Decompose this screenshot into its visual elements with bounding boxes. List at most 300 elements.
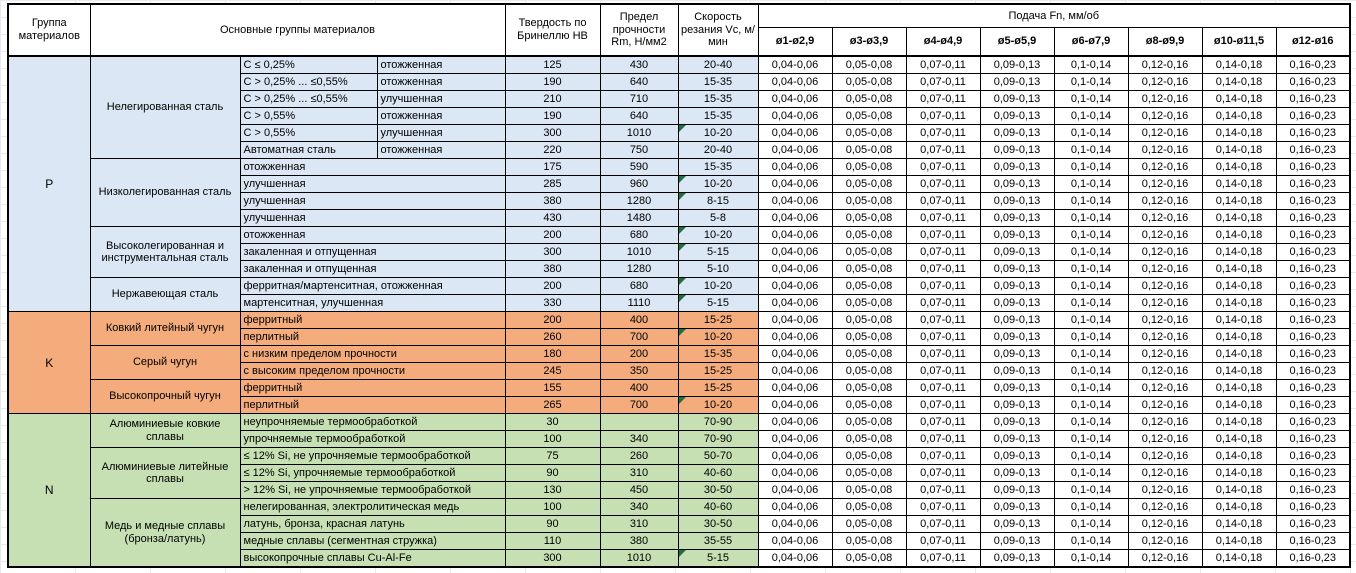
header-strength[interactable]: Предел прочности Rm, Н/мм2 [600,4,678,56]
hardness-cell[interactable]: 285 [505,176,600,193]
feed-cell[interactable]: 0,07-0,11 [906,142,980,159]
material-group-cell[interactable]: Высоколегированная и инструментальная сталь [90,227,240,278]
feed-cell[interactable]: 0,04-0,06 [758,465,832,482]
hardness-cell[interactable]: 180 [505,346,600,363]
header-cutting-speed[interactable]: Скорость резания Vc, м/мин [678,4,758,56]
feed-cell[interactable]: 0,04-0,06 [758,533,832,550]
material-spec-cell[interactable]: C > 0,25% ... ≤0,55% [240,91,377,108]
feed-cell[interactable]: 0,07-0,11 [906,91,980,108]
header-feed-diameter-5[interactable]: ø6-ø7,9 [1054,28,1128,57]
feed-cell[interactable]: 0,07-0,11 [906,465,980,482]
material-spec-cell[interactable]: улучшенная [240,176,505,193]
feed-cell[interactable]: 0,1-0,14 [1054,363,1128,380]
material-group-cell[interactable]: Серый чугун [90,346,240,380]
feed-cell[interactable]: 0,04-0,06 [758,499,832,516]
cutting-speed-cell[interactable]: 15-25 [678,380,758,397]
feed-cell[interactable]: 0,14-0,18 [1202,431,1276,448]
feed-cell[interactable]: 0,07-0,11 [906,312,980,329]
strength-cell[interactable]: 1010 [600,550,678,568]
feed-cell[interactable]: 0,04-0,06 [758,346,832,363]
feed-cell[interactable]: 0,14-0,18 [1202,516,1276,533]
feed-cell[interactable]: 0,1-0,14 [1054,499,1128,516]
feed-cell[interactable]: 0,07-0,11 [906,329,980,346]
feed-cell[interactable]: 0,1-0,14 [1054,261,1128,278]
material-spec-cell[interactable]: отожженная [240,159,505,176]
feed-cell[interactable]: 0,1-0,14 [1054,56,1128,74]
feed-cell[interactable]: 0,12-0,16 [1128,482,1202,499]
header-feed-diameter-4[interactable]: ø5-ø5,9 [980,28,1054,57]
cutting-speed-cell[interactable]: 15-35 [678,346,758,363]
feed-cell[interactable]: 0,07-0,11 [906,397,980,414]
cutting-speed-cell[interactable]: 20-40 [678,142,758,159]
hardness-cell[interactable]: 90 [505,516,600,533]
feed-cell[interactable]: 0,04-0,06 [758,380,832,397]
material-group-cell[interactable]: Низколегированная сталь [90,159,240,227]
feed-cell[interactable]: 0,16-0,23 [1276,380,1350,397]
feed-cell[interactable]: 0,16-0,23 [1276,482,1350,499]
feed-cell[interactable]: 0,04-0,06 [758,142,832,159]
cutting-speed-cell[interactable]: 70-90 [678,414,758,431]
feed-cell[interactable]: 0,1-0,14 [1054,210,1128,227]
feed-cell[interactable]: 0,1-0,14 [1054,380,1128,397]
feed-cell[interactable]: 0,14-0,18 [1202,159,1276,176]
feed-cell[interactable]: 0,09-0,13 [980,397,1054,414]
material-group-cell[interactable]: Нержавеющая сталь [90,278,240,312]
feed-cell[interactable]: 0,04-0,06 [758,295,832,312]
strength-cell[interactable]: 350 [600,363,678,380]
strength-cell[interactable]: 680 [600,227,678,244]
cutting-speed-cell[interactable]: 15-35 [678,159,758,176]
feed-cell[interactable]: 0,1-0,14 [1054,244,1128,261]
feed-cell[interactable]: 0,12-0,16 [1128,193,1202,210]
cutting-speed-cell[interactable]: 30-50 [678,516,758,533]
strength-cell[interactable]: 960 [600,176,678,193]
feed-cell[interactable]: 0,12-0,16 [1128,176,1202,193]
feed-cell[interactable]: 0,14-0,18 [1202,278,1276,295]
condition-cell[interactable]: улучшенная [377,91,505,108]
feed-cell[interactable]: 0,14-0,18 [1202,210,1276,227]
feed-cell[interactable]: 0,16-0,23 [1276,125,1350,142]
material-spec-cell[interactable]: ферритный [240,380,505,397]
feed-cell[interactable]: 0,09-0,13 [980,414,1054,431]
feed-cell[interactable]: 0,07-0,11 [906,414,980,431]
material-spec-cell[interactable]: ≤ 12% Si, не упрочняемые термообработкой [240,448,505,465]
material-group-cell[interactable]: Нелегированная сталь [90,56,240,159]
feed-cell[interactable]: 0,04-0,06 [758,448,832,465]
cutting-speed-cell[interactable]: 10-20 [678,176,758,193]
feed-cell[interactable]: 0,05-0,08 [832,397,906,414]
feed-cell[interactable]: 0,05-0,08 [832,74,906,91]
feed-cell[interactable]: 0,05-0,08 [832,176,906,193]
feed-cell[interactable]: 0,16-0,23 [1276,227,1350,244]
feed-cell[interactable]: 0,16-0,23 [1276,499,1350,516]
feed-cell[interactable]: 0,16-0,23 [1276,108,1350,125]
feed-cell[interactable]: 0,05-0,08 [832,244,906,261]
feed-cell[interactable]: 0,16-0,23 [1276,159,1350,176]
feed-cell[interactable]: 0,12-0,16 [1128,74,1202,91]
cutting-speed-cell[interactable]: 5-15 [678,295,758,312]
feed-cell[interactable]: 0,1-0,14 [1054,346,1128,363]
header-feed-diameter-6[interactable]: ø8-ø9,9 [1128,28,1202,57]
hardness-cell[interactable]: 300 [505,550,600,568]
material-spec-cell[interactable]: неупрочняемые термообработкой [240,414,505,431]
material-spec-cell[interactable]: с высоким пределом прочности [240,363,505,380]
strength-cell[interactable]: 640 [600,74,678,91]
feed-cell[interactable]: 0,05-0,08 [832,142,906,159]
header-feed-diameter-2[interactable]: ø3-ø3,9 [832,28,906,57]
material-spec-cell[interactable]: ≤ 12% Si, упрочняемые термообработкой [240,465,505,482]
header-hardness[interactable]: Твердость по Бринеллю HB [505,4,600,56]
hardness-cell[interactable]: 175 [505,159,600,176]
feed-cell[interactable]: 0,1-0,14 [1054,329,1128,346]
feed-cell[interactable]: 0,09-0,13 [980,499,1054,516]
feed-cell[interactable]: 0,12-0,16 [1128,261,1202,278]
feed-cell[interactable]: 0,14-0,18 [1202,312,1276,329]
feed-cell[interactable]: 0,14-0,18 [1202,227,1276,244]
strength-cell[interactable]: 700 [600,397,678,414]
feed-cell[interactable]: 0,07-0,11 [906,533,980,550]
feed-cell[interactable]: 0,12-0,16 [1128,159,1202,176]
strength-cell[interactable]: 310 [600,465,678,482]
feed-cell[interactable]: 0,04-0,06 [758,397,832,414]
feed-cell[interactable]: 0,14-0,18 [1202,397,1276,414]
cutting-speed-cell[interactable]: 5-8 [678,210,758,227]
material-spec-cell[interactable]: медные сплавы (сегментная стружка) [240,533,505,550]
hardness-cell[interactable]: 265 [505,397,600,414]
feed-cell[interactable]: 0,04-0,06 [758,312,832,329]
hardness-cell[interactable]: 430 [505,210,600,227]
hardness-cell[interactable]: 260 [505,329,600,346]
feed-cell[interactable]: 0,05-0,08 [832,108,906,125]
feed-cell[interactable]: 0,07-0,11 [906,244,980,261]
condition-cell[interactable]: отожженная [377,74,505,91]
feed-cell[interactable]: 0,16-0,23 [1276,346,1350,363]
strength-cell[interactable]: 750 [600,142,678,159]
feed-cell[interactable]: 0,12-0,16 [1128,108,1202,125]
strength-cell[interactable]: 260 [600,448,678,465]
feed-cell[interactable]: 0,12-0,16 [1128,125,1202,142]
feed-cell[interactable]: 0,04-0,06 [758,363,832,380]
cutting-speed-cell[interactable]: 15-25 [678,312,758,329]
strength-cell[interactable]: 1480 [600,210,678,227]
feed-cell[interactable]: 0,16-0,23 [1276,261,1350,278]
feed-cell[interactable]: 0,07-0,11 [906,159,980,176]
feed-cell[interactable]: 0,12-0,16 [1128,414,1202,431]
feed-cell[interactable]: 0,12-0,16 [1128,227,1202,244]
feed-cell[interactable]: 0,07-0,11 [906,74,980,91]
cutting-speed-cell[interactable]: 30-50 [678,482,758,499]
header-feed-title[interactable]: Подача Fn, мм/об [758,4,1350,28]
strength-cell[interactable]: 450 [600,482,678,499]
hardness-cell[interactable]: 100 [505,431,600,448]
feed-cell[interactable]: 0,04-0,06 [758,210,832,227]
feed-cell[interactable]: 0,09-0,13 [980,346,1054,363]
header-group[interactable]: Группа материалов [8,4,90,56]
cutting-speed-cell[interactable]: 15-35 [678,74,758,91]
feed-cell[interactable]: 0,05-0,08 [832,363,906,380]
feed-cell[interactable]: 0,09-0,13 [980,193,1054,210]
strength-cell[interactable]: 200 [600,346,678,363]
feed-cell[interactable]: 0,04-0,06 [758,91,832,108]
feed-cell[interactable]: 0,12-0,16 [1128,550,1202,568]
feed-cell[interactable]: 0,04-0,06 [758,261,832,278]
feed-cell[interactable]: 0,09-0,13 [980,227,1054,244]
feed-cell[interactable]: 0,09-0,13 [980,550,1054,568]
hardness-cell[interactable]: 330 [505,295,600,312]
feed-cell[interactable]: 0,16-0,23 [1276,397,1350,414]
feed-cell[interactable]: 0,1-0,14 [1054,448,1128,465]
strength-cell[interactable]: 1010 [600,125,678,142]
feed-cell[interactable]: 0,05-0,08 [832,159,906,176]
hardness-cell[interactable]: 245 [505,363,600,380]
feed-cell[interactable]: 0,16-0,23 [1276,278,1350,295]
strength-cell[interactable]: 400 [600,380,678,397]
material-spec-cell[interactable]: с низким пределом прочности [240,346,505,363]
strength-cell[interactable]: 1280 [600,261,678,278]
hardness-cell[interactable]: 110 [505,533,600,550]
feed-cell[interactable]: 0,1-0,14 [1054,108,1128,125]
feed-cell[interactable]: 0,1-0,14 [1054,125,1128,142]
feed-cell[interactable]: 0,1-0,14 [1054,516,1128,533]
feed-cell[interactable]: 0,14-0,18 [1202,108,1276,125]
feed-cell[interactable]: 0,05-0,08 [832,499,906,516]
feed-cell[interactable]: 0,09-0,13 [980,448,1054,465]
feed-cell[interactable]: 0,04-0,06 [758,482,832,499]
feed-cell[interactable]: 0,1-0,14 [1054,142,1128,159]
feed-cell[interactable]: 0,16-0,23 [1276,295,1350,312]
feed-cell[interactable]: 0,09-0,13 [980,108,1054,125]
feed-cell[interactable]: 0,09-0,13 [980,380,1054,397]
condition-cell[interactable]: отожженная [377,56,505,74]
feed-cell[interactable]: 0,05-0,08 [832,278,906,295]
feed-cell[interactable]: 0,09-0,13 [980,533,1054,550]
feed-cell[interactable]: 0,16-0,23 [1276,210,1350,227]
strength-cell[interactable]: 1010 [600,244,678,261]
feed-cell[interactable]: 0,09-0,13 [980,312,1054,329]
material-spec-cell[interactable]: > 12% Si, не упрочняемые термообработкой [240,482,505,499]
feed-cell[interactable]: 0,05-0,08 [832,465,906,482]
cutting-speed-cell[interactable]: 15-25 [678,363,758,380]
feed-cell[interactable]: 0,09-0,13 [980,74,1054,91]
material-spec-cell[interactable]: нелегированная, электролитическая медь [240,499,505,516]
feed-cell[interactable]: 0,16-0,23 [1276,533,1350,550]
feed-cell[interactable]: 0,09-0,13 [980,159,1054,176]
strength-cell[interactable]: 710 [600,91,678,108]
material-spec-cell[interactable]: мартенситная, улучшенная [240,295,505,312]
feed-cell[interactable]: 0,05-0,08 [832,414,906,431]
feed-cell[interactable]: 0,16-0,23 [1276,176,1350,193]
cutting-speed-cell[interactable]: 40-60 [678,465,758,482]
material-spec-cell[interactable]: перлитный [240,397,505,414]
feed-cell[interactable]: 0,16-0,23 [1276,431,1350,448]
feed-cell[interactable]: 0,14-0,18 [1202,363,1276,380]
feed-cell[interactable]: 0,04-0,06 [758,125,832,142]
feed-cell[interactable]: 0,14-0,18 [1202,329,1276,346]
feed-cell[interactable]: 0,05-0,08 [832,329,906,346]
cutting-speed-cell[interactable]: 20-40 [678,56,758,74]
feed-cell[interactable]: 0,1-0,14 [1054,465,1128,482]
feed-cell[interactable]: 0,09-0,13 [980,56,1054,74]
feed-cell[interactable]: 0,16-0,23 [1276,465,1350,482]
cutting-speed-cell[interactable]: 15-35 [678,108,758,125]
material-spec-cell[interactable]: C > 0,55% [240,125,377,142]
feed-cell[interactable]: 0,16-0,23 [1276,142,1350,159]
feed-cell[interactable]: 0,14-0,18 [1202,176,1276,193]
header-material-groups[interactable]: Основные группы материалов [90,4,505,56]
feed-cell[interactable]: 0,12-0,16 [1128,363,1202,380]
feed-cell[interactable]: 0,14-0,18 [1202,533,1276,550]
hardness-cell[interactable]: 90 [505,465,600,482]
feed-cell[interactable]: 0,1-0,14 [1054,295,1128,312]
feed-cell[interactable]: 0,05-0,08 [832,550,906,568]
feed-cell[interactable]: 0,1-0,14 [1054,431,1128,448]
cutting-speed-cell[interactable]: 15-35 [678,91,758,108]
feed-cell[interactable]: 0,12-0,16 [1128,465,1202,482]
feed-cell[interactable]: 0,09-0,13 [980,244,1054,261]
feed-cell[interactable]: 0,05-0,08 [832,431,906,448]
strength-cell[interactable]: 1280 [600,193,678,210]
feed-cell[interactable]: 0,12-0,16 [1128,56,1202,74]
hardness-cell[interactable]: 380 [505,261,600,278]
feed-cell[interactable]: 0,12-0,16 [1128,431,1202,448]
feed-cell[interactable]: 0,1-0,14 [1054,227,1128,244]
hardness-cell[interactable]: 190 [505,74,600,91]
feed-cell[interactable]: 0,16-0,23 [1276,312,1350,329]
feed-cell[interactable]: 0,07-0,11 [906,363,980,380]
header-feed-diameter-1[interactable]: ø1-ø2,9 [758,28,832,57]
feed-cell[interactable]: 0,1-0,14 [1054,91,1128,108]
feed-cell[interactable]: 0,1-0,14 [1054,176,1128,193]
material-spec-cell[interactable]: Автоматная сталь [240,142,377,159]
feed-cell[interactable]: 0,05-0,08 [832,448,906,465]
cutting-speed-cell[interactable]: 10-20 [678,278,758,295]
strength-cell[interactable]: 380 [600,533,678,550]
group-cell-P[interactable]: P [8,56,90,312]
cutting-speed-cell[interactable]: 5-10 [678,261,758,278]
feed-cell[interactable]: 0,14-0,18 [1202,499,1276,516]
strength-cell[interactable]: 340 [600,499,678,516]
feed-cell[interactable]: 0,09-0,13 [980,210,1054,227]
material-group-cell[interactable]: Алюминиевые литейные сплавы [90,448,240,499]
feed-cell[interactable]: 0,16-0,23 [1276,193,1350,210]
feed-cell[interactable]: 0,07-0,11 [906,278,980,295]
feed-cell[interactable]: 0,16-0,23 [1276,244,1350,261]
cutting-speed-cell[interactable]: 40-60 [678,499,758,516]
hardness-cell[interactable]: 300 [505,244,600,261]
strength-cell[interactable]: 340 [600,431,678,448]
cutting-speed-cell[interactable]: 50-70 [678,448,758,465]
feed-cell[interactable]: 0,04-0,06 [758,176,832,193]
feed-cell[interactable]: 0,04-0,06 [758,516,832,533]
feed-cell[interactable]: 0,04-0,06 [758,56,832,74]
feed-cell[interactable]: 0,05-0,08 [832,482,906,499]
feed-cell[interactable]: 0,04-0,06 [758,550,832,568]
feed-cell[interactable]: 0,16-0,23 [1276,363,1350,380]
feed-cell[interactable]: 0,12-0,16 [1128,312,1202,329]
feed-cell[interactable]: 0,14-0,18 [1202,193,1276,210]
hardness-cell[interactable]: 155 [505,380,600,397]
strength-cell[interactable]: 310 [600,516,678,533]
condition-cell[interactable]: отожженная [377,142,505,159]
feed-cell[interactable]: 0,14-0,18 [1202,295,1276,312]
feed-cell[interactable]: 0,07-0,11 [906,499,980,516]
feed-cell[interactable]: 0,04-0,06 [758,74,832,91]
cutting-speed-cell[interactable]: 35-55 [678,533,758,550]
feed-cell[interactable]: 0,16-0,23 [1276,414,1350,431]
header-feed-diameter-8[interactable]: ø12-ø16 [1276,28,1350,57]
material-spec-cell[interactable]: отожженная [240,227,505,244]
feed-cell[interactable]: 0,07-0,11 [906,448,980,465]
feed-cell[interactable]: 0,09-0,13 [980,91,1054,108]
feed-cell[interactable]: 0,04-0,06 [758,278,832,295]
material-spec-cell[interactable]: ферритный [240,312,505,329]
feed-cell[interactable]: 0,07-0,11 [906,56,980,74]
feed-cell[interactable]: 0,14-0,18 [1202,380,1276,397]
feed-cell[interactable]: 0,09-0,13 [980,278,1054,295]
material-spec-cell[interactable]: улучшенная [240,193,505,210]
feed-cell[interactable]: 0,09-0,13 [980,363,1054,380]
feed-cell[interactable]: 0,09-0,13 [980,176,1054,193]
feed-cell[interactable]: 0,05-0,08 [832,210,906,227]
material-spec-cell[interactable]: улучшенная [240,210,505,227]
feed-cell[interactable]: 0,16-0,23 [1276,516,1350,533]
feed-cell[interactable]: 0,09-0,13 [980,516,1054,533]
feed-cell[interactable]: 0,04-0,06 [758,193,832,210]
feed-cell[interactable]: 0,07-0,11 [906,380,980,397]
feed-cell[interactable]: 0,04-0,06 [758,431,832,448]
hardness-cell[interactable]: 220 [505,142,600,159]
feed-cell[interactable]: 0,14-0,18 [1202,465,1276,482]
feed-cell[interactable]: 0,12-0,16 [1128,448,1202,465]
feed-cell[interactable]: 0,1-0,14 [1054,159,1128,176]
feed-cell[interactable]: 0,05-0,08 [832,125,906,142]
feed-cell[interactable]: 0,04-0,06 [758,329,832,346]
material-group-cell[interactable]: Ковкий литейный чугун [90,312,240,346]
material-spec-cell[interactable]: высокопрочные сплавы Cu-Al-Fe [240,550,505,568]
material-spec-cell[interactable]: латунь, бронза, красная латунь [240,516,505,533]
feed-cell[interactable]: 0,12-0,16 [1128,295,1202,312]
feed-cell[interactable]: 0,07-0,11 [906,482,980,499]
feed-cell[interactable]: 0,14-0,18 [1202,142,1276,159]
feed-cell[interactable]: 0,14-0,18 [1202,244,1276,261]
material-spec-cell[interactable]: закаленная и отпущенная [240,261,505,278]
cutting-speed-cell[interactable]: 70-90 [678,431,758,448]
feed-cell[interactable]: 0,07-0,11 [906,108,980,125]
group-cell-K[interactable]: K [8,312,90,414]
feed-cell[interactable]: 0,14-0,18 [1202,91,1276,108]
material-group-cell[interactable]: Медь и медные сплавы (бронза/латунь) [90,499,240,568]
hardness-cell[interactable]: 190 [505,108,600,125]
strength-cell[interactable]: 640 [600,108,678,125]
cutting-speed-cell[interactable]: 8-15 [678,193,758,210]
condition-cell[interactable]: отожженная [377,108,505,125]
feed-cell[interactable]: 0,12-0,16 [1128,278,1202,295]
feed-cell[interactable]: 0,16-0,23 [1276,56,1350,74]
feed-cell[interactable]: 0,16-0,23 [1276,74,1350,91]
header-feed-diameter-3[interactable]: ø4-ø4,9 [906,28,980,57]
feed-cell[interactable]: 0,14-0,18 [1202,482,1276,499]
feed-cell[interactable]: 0,07-0,11 [906,193,980,210]
feed-cell[interactable]: 0,1-0,14 [1054,74,1128,91]
feed-cell[interactable]: 0,09-0,13 [980,125,1054,142]
feed-cell[interactable]: 0,07-0,11 [906,261,980,278]
cutting-speed-cell[interactable]: 10-20 [678,329,758,346]
feed-cell[interactable]: 0,12-0,16 [1128,142,1202,159]
cutting-speed-cell[interactable]: 5-15 [678,550,758,568]
feed-cell[interactable]: 0,12-0,16 [1128,516,1202,533]
feed-cell[interactable]: 0,1-0,14 [1054,482,1128,499]
feed-cell[interactable]: 0,09-0,13 [980,261,1054,278]
